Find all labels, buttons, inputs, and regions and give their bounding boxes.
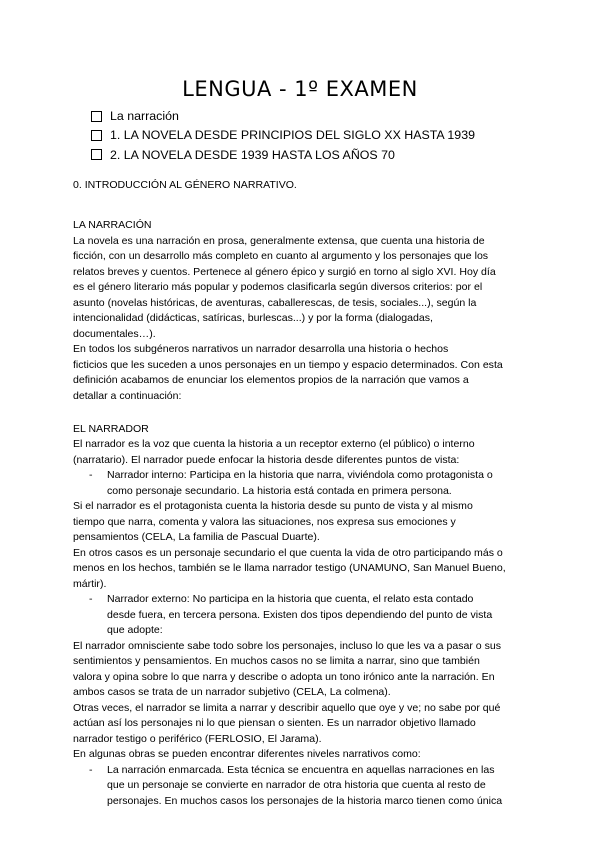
bullet-narracion-enmarcada: - La narración enmarcada. Esta técnica se encuentra en aquellas narraciones en las que un personaje se convierte en narrador de otra historia que cuenta al resto de personajes. En muchos casos los personajes de la historia marco tienen como única (89, 763, 503, 807)
checklist-item (91, 107, 475, 125)
section-heading: 0. INTRODUCCIÓN AL GÉNERO NARRATIVO. (73, 179, 297, 191)
checklist-item (91, 126, 475, 144)
checkbox-icon[interactable] (91, 130, 102, 141)
checklist-item-label: 2. LA NOVELA DESDE 1939 HASTA LOS AÑOS 70 (110, 147, 395, 162)
checklist-item-label: La narración (110, 109, 179, 123)
paragraph-omnisciente: El narrador omnisciente sabe todo sobre los personajes, incluso lo que les va a pasar o sus sentimientos y pensamientos. En muchos casos no se limita a narrar, sino que también valora y opina sobre lo que narra y describe o adopta un tono irónico ante la narración. En ambos casos se trata de un narrador subjetivo (CELA, La colmena). (73, 639, 501, 698)
bullet-narrador-externo: - Narrador externo: No participa en la historia que cuenta, el relato esta contado desde fuera, en tercera persona. Existen dos tipos dependiendo del punto de vista que adopte: (89, 593, 493, 636)
topic-checklist (91, 107, 475, 165)
narrador-heading: EL NARRADOR (73, 422, 149, 435)
bullet-narrador-interno: - Narrador interno: Participa en la historia que narra, viviéndola como protagonista o como personaje secundario. La historia está contada en primera persona. (89, 469, 493, 497)
checklist-item-label: 1. LA NOVELA DESDE PRINCIPIOS DEL SIGLO XX HASTA 1939 (110, 128, 475, 143)
dash-marker: - (89, 593, 93, 605)
page-title: LENGUA - 1º EXAMEN (182, 77, 418, 101)
checklist-item (91, 146, 475, 164)
paragraph-testigo: En otros casos es un personaje secundario el que cuenta la vida de otro participando más o menos en los hechos, también se le llama narrador testigo (UNAMUNO, San Manuel Bueno, mártir). (73, 546, 506, 590)
paragraph-objetivo: Otras veces, el narrador se limita a narrar y describir aquello que oye y ve; no sabe por qué actúan así los personajes ni lo que piensan o sienten. Es un narrador objetivo llamado narrador testigo o periférico (FERLOSIO, El Jarama). En algunas obras se pueden encontrar diferentes niveles narrativos como: (73, 701, 501, 760)
dash-marker: - (89, 763, 93, 776)
dash-marker: - (89, 469, 93, 481)
checkbox-icon[interactable] (91, 149, 102, 160)
paragraph-protagonista: Si el narrador es el protagonista cuenta la historia desde su punto de vista y al mismo tiempo que narra, comenta y valora las situaciones, nos expresa sus emociones y pensamientos (CELA, La familia de Pascual Duarte). (73, 500, 473, 543)
checkbox-icon[interactable] (91, 111, 102, 122)
narracion-paragraph: La novela es una narración en prosa, generalmente extensa, que cuenta una historia de ficción, con un desarrollo más completo en cuanto al argumento y los personajes que los relatos breves y cuentos. Pertenece al género épico y surgió en torno al siglo XVI. Hoy día es el género literario más popular y podemos clasificarla según diversos criterios: por el asunto (novelas históricas, de aventuras, caballerescas, de tesis, sociales...), según la intencionalidad (didácticas, satíricas, burlescas...) y por la forma (dialogadas, documentales…). En todos los subgéneros narrativos un narrador desarrolla una historia o hechos ficticios que les suceden a unos personajes en un tiempo y espacio determinados. Con esta definición acabamos de enunciar los elementos propios de la narración que vamos a detallar a continuación: (73, 234, 503, 402)
narracion-heading: LA NARRACIÓN (73, 219, 152, 231)
document-body (73, 178, 529, 809)
narrador-intro: El narrador es la voz que cuenta la historia a un receptor externo (el público) o interno (narratario). El narrador puede enfocar la historia desde diferentes puntos de vista: (73, 438, 475, 466)
